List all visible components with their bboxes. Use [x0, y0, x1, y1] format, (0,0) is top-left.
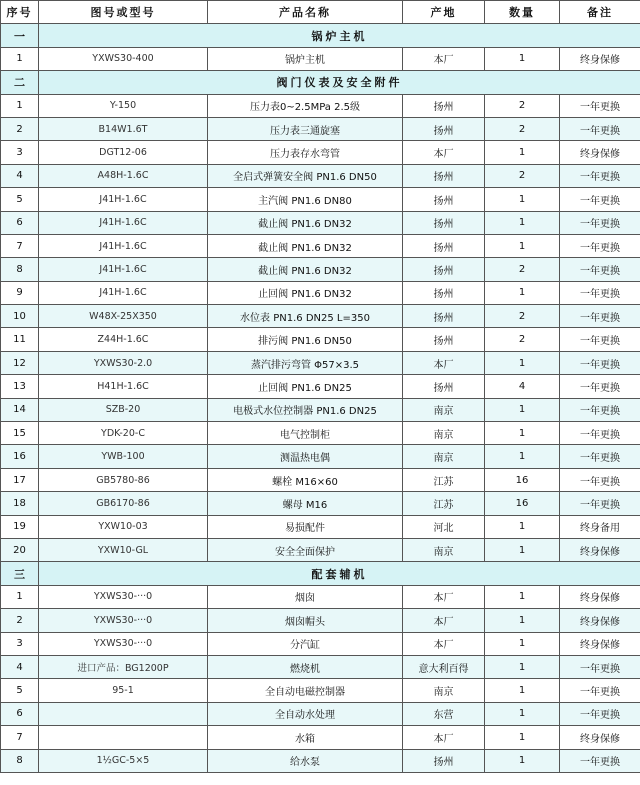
cell-origin: 本厂: [403, 351, 485, 374]
section-number: 一: [1, 24, 39, 47]
cell-name: 截止阀 PN1.6 DN32: [208, 234, 403, 257]
cell-seq: 11: [1, 328, 39, 351]
cell-name: 止回阀 PN1.6 DN25: [208, 375, 403, 398]
cell-origin: 扬州: [403, 188, 485, 211]
cell-seq: 6: [1, 211, 39, 234]
table-row: [1, 351, 640, 374]
cell-model: 95-1: [39, 679, 208, 702]
cell-model: B14W1.6T: [39, 117, 208, 140]
cell-qty: 2: [485, 305, 560, 328]
cell-seq: 17: [1, 468, 39, 491]
cell-model: J41H-1.6C: [39, 281, 208, 304]
cell-note: 一年更换: [560, 702, 640, 725]
cell-note: 一年更换: [560, 117, 640, 140]
cell-origin: 扬州: [403, 749, 485, 772]
section-number: 三: [1, 562, 39, 585]
table-body: [1, 24, 640, 773]
cell-name: 止回阀 PN1.6 DN32: [208, 281, 403, 304]
table-row: [1, 679, 640, 702]
cell-seq: 4: [1, 655, 39, 678]
cell-seq: 8: [1, 258, 39, 281]
table-row: [1, 398, 640, 421]
cell-origin: 本厂: [403, 632, 485, 655]
cell-name: 截止阀 PN1.6 DN32: [208, 211, 403, 234]
cell-name: 主汽阀 PN1.6 DN80: [208, 188, 403, 211]
table-row: [1, 702, 640, 725]
cell-model: GB6170-86: [39, 492, 208, 515]
cell-qty: 1: [485, 515, 560, 538]
cell-model: 1½GC-5×5: [39, 749, 208, 772]
cell-qty: 1: [485, 398, 560, 421]
table-row: [1, 117, 640, 140]
cell-name: 压力表0~2.5MPa 2.5级: [208, 94, 403, 117]
cell-qty: 1: [485, 445, 560, 468]
cell-qty: 1: [485, 726, 560, 749]
cell-name: 燃烧机: [208, 655, 403, 678]
section-title: 阀门仪表及安全附件: [39, 71, 640, 94]
cell-name: 测温热电偶: [208, 445, 403, 468]
table-row: [1, 655, 640, 678]
cell-qty: 1: [485, 141, 560, 164]
cell-origin: 意大利百得: [403, 655, 485, 678]
cell-seq: 1: [1, 47, 39, 70]
cell-seq: 6: [1, 702, 39, 725]
cell-qty: 16: [485, 468, 560, 491]
cell-seq: 16: [1, 445, 39, 468]
cell-model: [39, 726, 208, 749]
table-row: [1, 305, 640, 328]
cell-model: Y-150: [39, 94, 208, 117]
cell-seq: 18: [1, 492, 39, 515]
cell-name: 烟囱帽头: [208, 609, 403, 632]
table-row: [1, 375, 640, 398]
table-row: [1, 538, 640, 561]
cell-name: 压力表存水弯管: [208, 141, 403, 164]
header-note: 备注: [560, 1, 640, 24]
cell-name: 截止阀 PN1.6 DN32: [208, 258, 403, 281]
cell-name: 排污阀 PN1.6 DN50: [208, 328, 403, 351]
cell-seq: 10: [1, 305, 39, 328]
cell-model: J41H-1.6C: [39, 188, 208, 211]
table-row: [1, 234, 640, 257]
cell-note: 一年更换: [560, 468, 640, 491]
cell-note: 一年更换: [560, 375, 640, 398]
cell-seq: 2: [1, 117, 39, 140]
cell-origin: 扬州: [403, 258, 485, 281]
cell-qty: 1: [485, 188, 560, 211]
cell-origin: 本厂: [403, 585, 485, 608]
cell-qty: 2: [485, 94, 560, 117]
header-model: 图号或型号: [39, 1, 208, 24]
cell-qty: 1: [485, 234, 560, 257]
cell-note: 终身保修: [560, 585, 640, 608]
table-row: [1, 281, 640, 304]
cell-note: 一年更换: [560, 164, 640, 187]
cell-name: 压力表三通旋塞: [208, 117, 403, 140]
cell-model: YXW10-03: [39, 515, 208, 538]
cell-origin: 扬州: [403, 305, 485, 328]
cell-name: 螺栓 M16×60: [208, 468, 403, 491]
table-row: [1, 164, 640, 187]
cell-qty: 1: [485, 211, 560, 234]
cell-model: YXWS30-···0: [39, 632, 208, 655]
table-row: [1, 47, 640, 70]
cell-seq: 8: [1, 749, 39, 772]
cell-note: 一年更换: [560, 328, 640, 351]
cell-name: 给水泵: [208, 749, 403, 772]
cell-note: 一年更换: [560, 422, 640, 445]
cell-qty: 1: [485, 702, 560, 725]
cell-origin: 本厂: [403, 47, 485, 70]
cell-qty: 1: [485, 538, 560, 561]
cell-qty: 2: [485, 258, 560, 281]
cell-qty: 16: [485, 492, 560, 515]
header-name: 产品名称: [208, 1, 403, 24]
cell-origin: 本厂: [403, 141, 485, 164]
cell-note: 终身保修: [560, 632, 640, 655]
cell-seq: 9: [1, 281, 39, 304]
cell-note: 一年更换: [560, 234, 640, 257]
table-row: [1, 515, 640, 538]
cell-name: 电极式水位控制器 PN1.6 DN25: [208, 398, 403, 421]
cell-note: 一年更换: [560, 398, 640, 421]
cell-model: YXWS30-···0: [39, 609, 208, 632]
header-origin: 产地: [403, 1, 485, 24]
cell-note: 一年更换: [560, 749, 640, 772]
cell-note: 一年更换: [560, 188, 640, 211]
table-row: [1, 188, 640, 211]
section-row: [1, 24, 640, 47]
cell-model: J41H-1.6C: [39, 234, 208, 257]
cell-seq: 12: [1, 351, 39, 374]
cell-seq: 2: [1, 609, 39, 632]
cell-note: 一年更换: [560, 94, 640, 117]
cell-origin: 扬州: [403, 234, 485, 257]
cell-model: J41H-1.6C: [39, 211, 208, 234]
cell-seq: 15: [1, 422, 39, 445]
cell-qty: 1: [485, 585, 560, 608]
cell-note: 一年更换: [560, 258, 640, 281]
cell-model: 进口产品：BG1200P: [39, 655, 208, 678]
cell-model: YDK-20-C: [39, 422, 208, 445]
cell-qty: 1: [485, 281, 560, 304]
cell-qty: 1: [485, 47, 560, 70]
cell-name: 蒸汽排污弯管 Φ57×3.5: [208, 351, 403, 374]
cell-seq: 7: [1, 234, 39, 257]
cell-note: 一年更换: [560, 211, 640, 234]
cell-origin: 扬州: [403, 94, 485, 117]
cell-origin: 扬州: [403, 375, 485, 398]
table-row: [1, 609, 640, 632]
cell-model: J41H-1.6C: [39, 258, 208, 281]
cell-origin: 扬州: [403, 328, 485, 351]
header-seq: 序号: [1, 1, 39, 24]
cell-origin: 南京: [403, 679, 485, 702]
cell-seq: 4: [1, 164, 39, 187]
cell-model: YXW10-GL: [39, 538, 208, 561]
cell-name: 全自动水处理: [208, 702, 403, 725]
table-row: [1, 585, 640, 608]
table-row: [1, 94, 640, 117]
table-row: [1, 726, 640, 749]
table-row: [1, 492, 640, 515]
cell-model: [39, 702, 208, 725]
table-row: [1, 468, 640, 491]
cell-qty: 1: [485, 679, 560, 702]
cell-origin: 本厂: [403, 726, 485, 749]
cell-model: YXWS30-···0: [39, 585, 208, 608]
cell-note: 终身保修: [560, 47, 640, 70]
cell-name: 水箱: [208, 726, 403, 749]
cell-qty: 1: [485, 422, 560, 445]
cell-seq: 20: [1, 538, 39, 561]
table-row: [1, 422, 640, 445]
cell-note: 一年更换: [560, 351, 640, 374]
cell-origin: 东营: [403, 702, 485, 725]
cell-name: 螺母 M16: [208, 492, 403, 515]
cell-origin: 扬州: [403, 164, 485, 187]
cell-qty: 2: [485, 328, 560, 351]
cell-note: 终身备用: [560, 515, 640, 538]
cell-origin: 河北: [403, 515, 485, 538]
cell-model: YXWS30-2.0: [39, 351, 208, 374]
cell-model: GB5780-86: [39, 468, 208, 491]
cell-note: 终身保修: [560, 726, 640, 749]
cell-model: A48H-1.6C: [39, 164, 208, 187]
cell-note: 终身保修: [560, 141, 640, 164]
cell-origin: 扬州: [403, 281, 485, 304]
cell-origin: 扬州: [403, 211, 485, 234]
cell-name: 烟囱: [208, 585, 403, 608]
cell-model: W48X-25X350: [39, 305, 208, 328]
cell-note: 一年更换: [560, 655, 640, 678]
cell-qty: 1: [485, 351, 560, 374]
cell-note: 一年更换: [560, 305, 640, 328]
cell-qty: 1: [485, 749, 560, 772]
table-row: [1, 211, 640, 234]
cell-origin: 扬州: [403, 117, 485, 140]
cell-origin: 本厂: [403, 609, 485, 632]
cell-seq: 19: [1, 515, 39, 538]
header-qty: 数量: [485, 1, 560, 24]
cell-name: 锅炉主机: [208, 47, 403, 70]
cell-origin: 江苏: [403, 468, 485, 491]
cell-qty: 2: [485, 117, 560, 140]
cell-origin: 南京: [403, 422, 485, 445]
cell-origin: 南京: [403, 538, 485, 561]
cell-seq: 1: [1, 585, 39, 608]
section-number: 二: [1, 71, 39, 94]
cell-seq: 3: [1, 632, 39, 655]
cell-qty: 1: [485, 655, 560, 678]
table-row: [1, 445, 640, 468]
cell-origin: 江苏: [403, 492, 485, 515]
cell-seq: 13: [1, 375, 39, 398]
table-row: [1, 141, 640, 164]
cell-name: 电气控制柜: [208, 422, 403, 445]
cell-name: 全启式弹簧安全阀 PN1.6 DN50: [208, 164, 403, 187]
cell-model: DGT12-06: [39, 141, 208, 164]
cell-note: 一年更换: [560, 281, 640, 304]
cell-seq: 1: [1, 94, 39, 117]
table-row: [1, 749, 640, 772]
cell-qty: 4: [485, 375, 560, 398]
cell-seq: 5: [1, 188, 39, 211]
cell-name: 全自动电磁控制器: [208, 679, 403, 702]
section-title: 配套辅机: [39, 562, 640, 585]
section-row: [1, 71, 640, 94]
header-row: [1, 1, 640, 24]
cell-name: 安全全面保护: [208, 538, 403, 561]
table-row: [1, 258, 640, 281]
cell-note: 一年更换: [560, 492, 640, 515]
table-row: [1, 328, 640, 351]
cell-name: 分汽缸: [208, 632, 403, 655]
cell-name: 水位表 PN1.6 DN25 L=350: [208, 305, 403, 328]
cell-qty: 1: [485, 609, 560, 632]
section-title: 锅炉主机: [39, 24, 640, 47]
cell-note: 终身保修: [560, 538, 640, 561]
cell-note: 终身保修: [560, 609, 640, 632]
cell-model: Z44H-1.6C: [39, 328, 208, 351]
cell-note: 一年更换: [560, 679, 640, 702]
cell-model: SZB-20: [39, 398, 208, 421]
cell-qty: 1: [485, 632, 560, 655]
cell-seq: 14: [1, 398, 39, 421]
cell-model: YWB-100: [39, 445, 208, 468]
table-row: [1, 632, 640, 655]
cell-origin: 南京: [403, 398, 485, 421]
section-row: [1, 562, 640, 585]
cell-seq: 5: [1, 679, 39, 702]
cell-origin: 南京: [403, 445, 485, 468]
cell-seq: 7: [1, 726, 39, 749]
cell-model: YXWS30-400: [39, 47, 208, 70]
cell-note: 一年更换: [560, 445, 640, 468]
cell-seq: 3: [1, 141, 39, 164]
cell-model: H41H-1.6C: [39, 375, 208, 398]
cell-name: 易损配件: [208, 515, 403, 538]
cell-qty: 2: [485, 164, 560, 187]
